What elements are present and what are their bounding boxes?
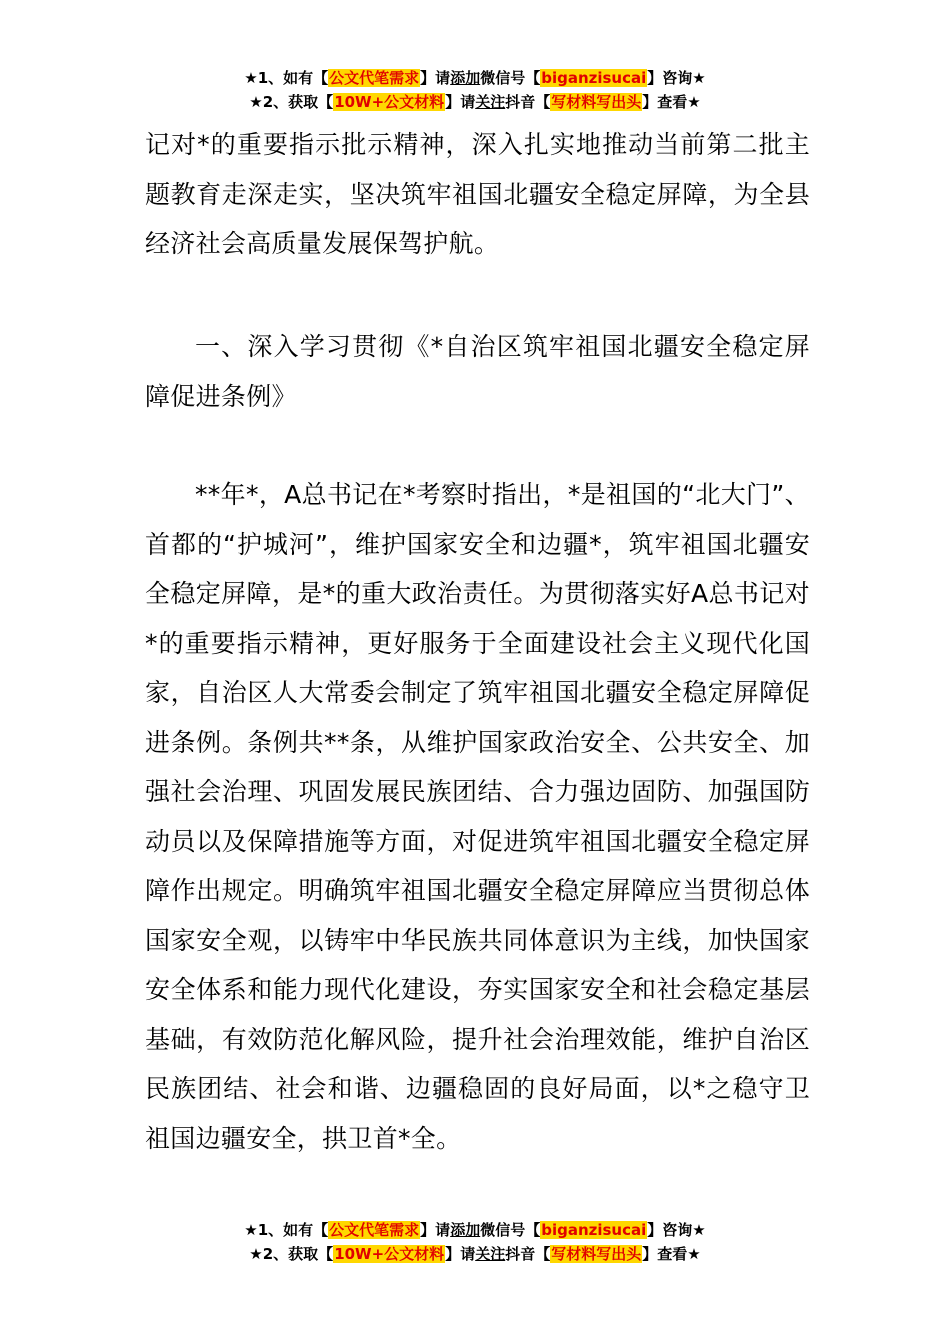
section-heading: 一、深入学习贯彻《*自治区筑牢祖国北疆安全稳定屏障促进条例》 <box>145 332 810 411</box>
banner-text: 】请 <box>420 69 451 87</box>
banner-text: 】咨询★ <box>647 1221 706 1239</box>
banner-text: ★1、如有【 <box>244 69 329 87</box>
banner-text: 】请 <box>420 1221 451 1239</box>
banner-text: 】请 <box>445 93 476 111</box>
banner-underlined-text: 关注 <box>475 93 506 111</box>
banner-text: 抖音【 <box>505 93 551 111</box>
banner-text: 微信号【 <box>480 69 541 87</box>
banner-text: 抖音【 <box>505 1245 551 1263</box>
banner-underlined-text: 添加 <box>450 69 481 87</box>
highlight-wechat-id: biganzisucai <box>541 1221 647 1239</box>
banner-text: 】请 <box>445 1245 476 1263</box>
highlight-materials: 10W+公文材料 <box>334 93 445 111</box>
highlight-douyin-id: 写材料写出头 <box>551 1245 642 1263</box>
banner-underlined-text: 添加 <box>450 1221 481 1239</box>
header-banner-line-2 <box>0 90 950 114</box>
footer-banner-line-2 <box>0 1242 950 1266</box>
banner-underlined-text: 关注 <box>475 1245 506 1263</box>
banner-text: 】查看★ <box>642 1245 701 1263</box>
banner-text: ★1、如有【 <box>244 1221 329 1239</box>
banner-text: 】查看★ <box>642 93 701 111</box>
highlight-service: 公文代笔需求 <box>329 1221 420 1239</box>
banner-text: 微信号【 <box>480 1221 541 1239</box>
highlight-douyin-id: 写材料写出头 <box>551 93 642 111</box>
header-banner-line-1 <box>0 66 950 90</box>
paragraph-main: **年*，A总书记在*考察时指出，*是祖国的“北大门”、首都的“护城河”，维护国家安全和边疆*，筑牢祖国北疆安全稳定屏障，是*的重大政治责任。为贯彻落实好A总书记对*的重要指示精神，更好服务于全面建设社会主义现代化国家，自治区人大常委会制定了筑牢祖国北疆安全稳定屏障促进条例。条例共**条，从维护国家政治安全、公共安全、加强社会治理、巩固发展民族团结、合力强边固防、加强国防动员以及保障措施等方面，对促进筑牢祖国北疆安全稳定屏障作出规定。明确筑牢祖国北疆安全稳定屏障应当贯彻总体国家安全观，以铸牢中华民族共同体意识为主线，加快国家安全体系和能力现代化建设，夯实国家安全和社会稳定基层基础，有效防范化解风险，提升社会治理效能，维护自治区民族团结、社会和谐、边疆稳固的良好局面，以*之稳守卫祖国边疆安全，拱卫首*全。 <box>145 480 810 1153</box>
banner-text: ★2、获取【 <box>249 1245 334 1263</box>
highlight-wechat-id: biganzisucai <box>541 69 647 87</box>
highlight-service: 公文代笔需求 <box>329 69 420 87</box>
footer-banner <box>0 1218 950 1266</box>
paragraph-continued: 记对*的重要指示批示精神，深入扎实地推动当前第二批主题教育走深走实，坚决筑牢祖国北疆安全稳定屏障，为全县经济社会高质量发展保驾护航。 <box>145 130 810 258</box>
header-banner <box>0 66 950 114</box>
footer-banner-line-1 <box>0 1218 950 1242</box>
highlight-materials: 10W+公文材料 <box>334 1245 445 1263</box>
banner-text: 】咨询★ <box>647 69 706 87</box>
banner-text: ★2、获取【 <box>249 93 334 111</box>
